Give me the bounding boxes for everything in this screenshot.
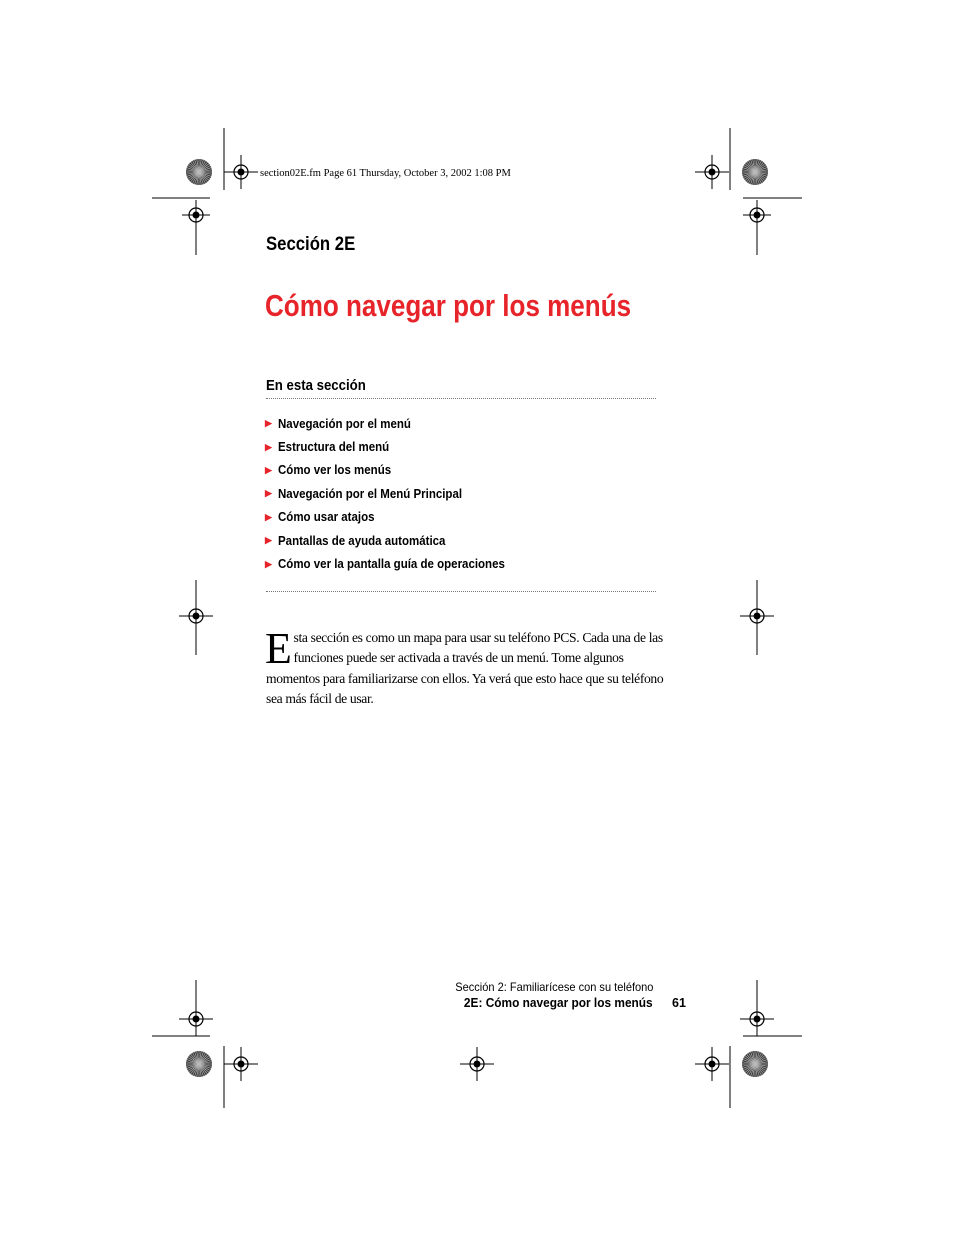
crosshair-mark-icon bbox=[695, 155, 729, 189]
toc-item-label: Cómo ver la pantalla guía de operaciones bbox=[278, 557, 505, 572]
triangle-bullet-icon: ▶ bbox=[265, 488, 272, 499]
toc-top-rule bbox=[266, 398, 656, 399]
page-title: Cómo navegar por los menús bbox=[265, 288, 632, 323]
intro-paragraph bbox=[265, 624, 666, 709]
triangle-bullet-icon: ▶ bbox=[265, 511, 272, 522]
starburst-mark-icon bbox=[742, 1051, 768, 1077]
toc-list bbox=[265, 412, 525, 576]
crosshair-mark-icon bbox=[224, 1047, 258, 1081]
toc-item bbox=[265, 529, 525, 552]
intro-text: sta sección es como un mapa para usar su teléfono PCS. Cada una de las funciones puede ser activada a través de un menú. Tome algunos momentos para familiarizarse con ellos. Ya verá que esto hace que su teléfono sea más fácil de usar. bbox=[266, 630, 664, 706]
section-label: Sección 2E bbox=[266, 234, 356, 255]
crosshair-mark-icon bbox=[224, 155, 258, 189]
toc-bottom-rule bbox=[266, 591, 656, 592]
triangle-bullet-icon: ▶ bbox=[265, 441, 272, 452]
toc-item-label: Navegación por el Menú Principal bbox=[278, 486, 463, 501]
toc-item-label: Pantallas de ayuda automática bbox=[278, 533, 446, 548]
toc-item bbox=[265, 412, 525, 435]
drop-cap: E bbox=[265, 624, 292, 673]
toc-item bbox=[265, 506, 525, 529]
triangle-bullet-icon: ▶ bbox=[265, 535, 272, 546]
triangle-bullet-icon: ▶ bbox=[265, 464, 272, 475]
crosshair-mark-icon bbox=[460, 1047, 494, 1081]
page-number: 61 bbox=[672, 996, 686, 1010]
starburst-mark-icon bbox=[186, 159, 212, 185]
toc-item-label: Cómo usar atajos bbox=[278, 510, 375, 525]
toc-heading: En esta sección bbox=[266, 377, 366, 394]
starburst-mark-icon bbox=[742, 159, 768, 185]
toc-item bbox=[265, 459, 525, 482]
toc-item bbox=[265, 482, 525, 505]
toc-item bbox=[265, 435, 525, 458]
crosshair-mark-icon bbox=[695, 1047, 729, 1081]
footer-section-title: Sección 2: Familiarícese con su teléfono bbox=[454, 980, 653, 994]
triangle-bullet-icon: ▶ bbox=[265, 558, 272, 569]
footer-chapter-title: 2E: Cómo navegar por los menús bbox=[464, 996, 653, 1010]
starburst-mark-icon bbox=[186, 1051, 212, 1077]
triangle-bullet-icon: ▶ bbox=[265, 418, 272, 429]
toc-item-label: Cómo ver los menús bbox=[278, 463, 392, 478]
file-header: section02E.fm Page 61 Thursday, October 3, 2002 1:08 PM bbox=[260, 168, 511, 179]
toc-item-label: Estructura del menú bbox=[278, 440, 390, 455]
toc-item-label: Navegación por el menú bbox=[278, 416, 411, 431]
toc-item bbox=[265, 552, 525, 575]
